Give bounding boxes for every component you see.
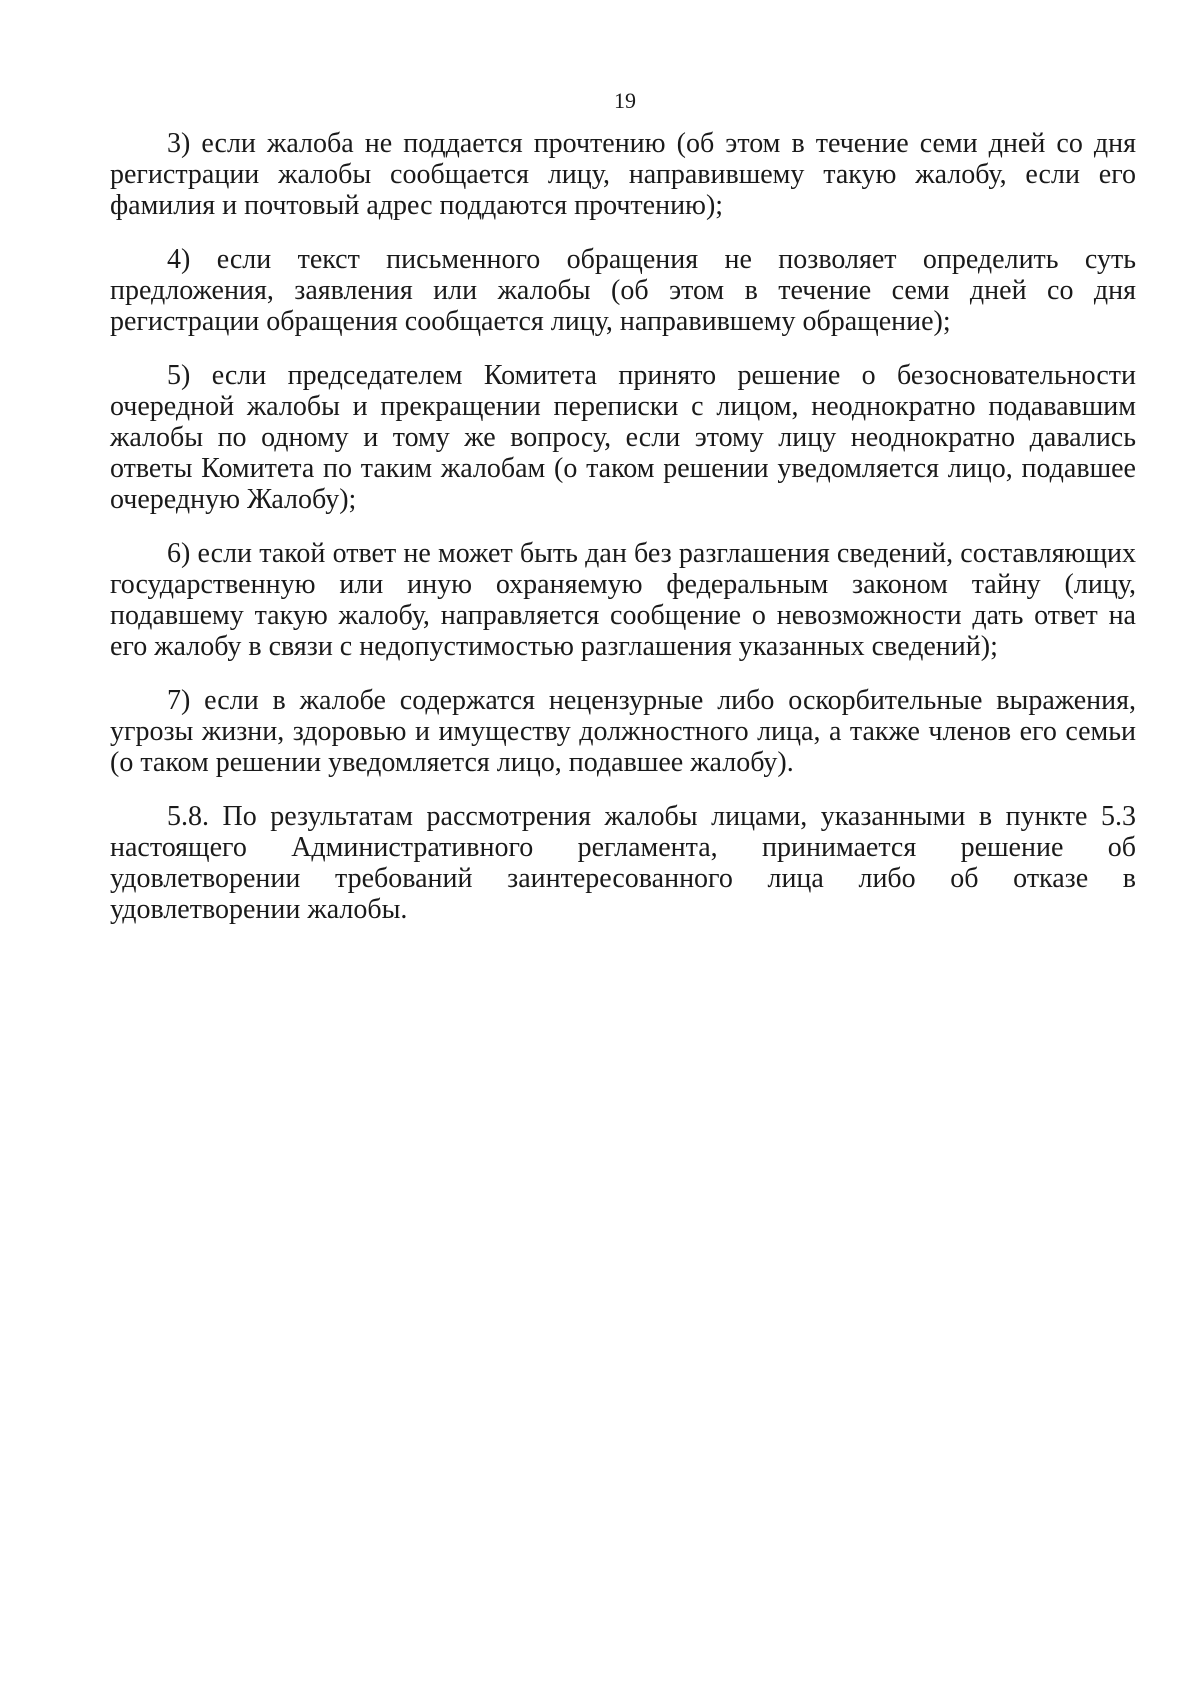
paragraph-5-8: 5.8. По результатам рассмотрения жалобы лицами, указанными в пункте 5.3 настоящего Административного регламента, принимается решение об удовлетворении требований заинтересованного лица либо об отказе в удовлетворении жалобы.: [110, 801, 1136, 925]
paragraph-item-6: 6) если такой ответ не может быть дан без разглашения сведений, составляющих государственную или иную охраняемую федеральным законом тайну (лицу, подавшему такую жалобу, направляется сообщение о невозможности дать ответ на его жалобу в связи с недопустимостью разглашения указанных сведений);: [110, 538, 1136, 662]
page-number: 19: [614, 88, 636, 113]
paragraph-item-3: 3) если жалоба не поддается прочтению (об этом в течение семи дней со дня регистрации жалобы сообщается лицу, направившему такую жалобу, если его фамилия и почтовый адрес поддаются прочтению);: [110, 128, 1136, 221]
paragraph-item-5: 5) если председателем Комитета принято решение о безосновательности очередной жалобы и прекращении переписки с лицом, неоднократно подававшим жалобы по одному и тому же вопросу, если этому лицу неоднократно давались ответы Комитета по таким жалобам (о таком решении уведомляется лицо, подавшее очередную Жалобу);: [110, 360, 1136, 515]
paragraph-item-7: 7) если в жалобе содержатся нецензурные либо оскорбительные выражения, угрозы жизни, здоровью и имуществу должностного лица, а также членов его семьи (о таком решении уведомляется лицо, подавшее жалобу).: [110, 685, 1136, 778]
paragraph-item-4: 4) если текст письменного обращения не позволяет определить суть предложения, заявления или жалобы (об этом в течение семи дней со дня регистрации обращения сообщается лицу, направившему обращение);: [110, 244, 1136, 337]
document-body: [110, 128, 1136, 948]
